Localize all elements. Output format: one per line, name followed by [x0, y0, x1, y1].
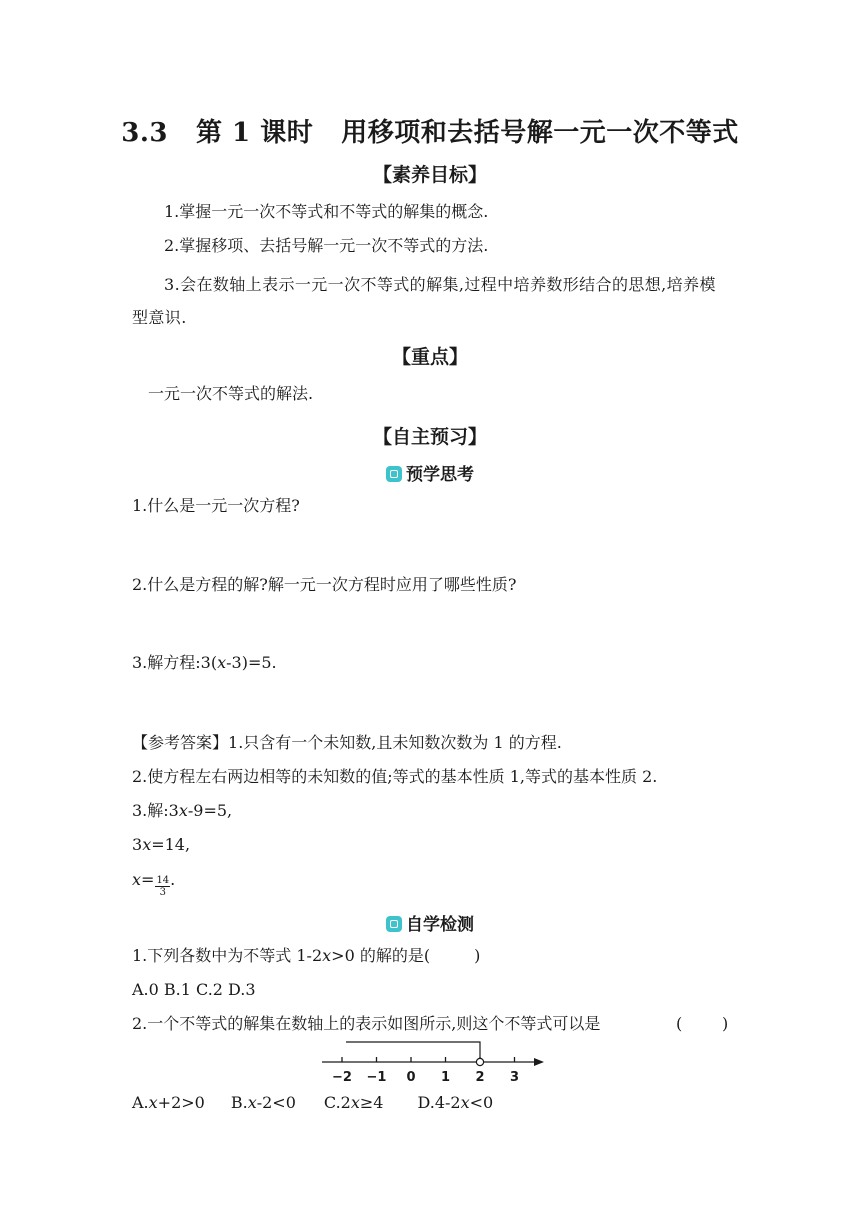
answer-4-prefix: 3: [132, 835, 143, 854]
answer-5-end: .: [170, 870, 176, 889]
think-question-2: 2.什么是方程的解?解一元一次方程时应用了哪些性质?: [132, 575, 517, 594]
check-heading-label: 自学检测: [406, 915, 474, 935]
answer-1-text: 1.只含有一个未知数,且未知数次数为 1 的方程.: [228, 733, 562, 752]
answer-line-2: 2.使方程左右两边相等的未知数的值;等式的基本性质 1,等式的基本性质 2.: [132, 767, 658, 786]
cq1-suffix: >0 的解的是(: [331, 946, 431, 965]
answer-line-1: [132, 731, 562, 755]
goal-item-2: 2.掌握移项、去括号解一元一次不等式的方法.: [164, 236, 489, 255]
fraction: [155, 875, 170, 898]
check-heading: [0, 910, 860, 935]
fraction-numerator: 14: [156, 875, 170, 886]
cq2-open-paren: (: [676, 1014, 683, 1033]
answer-4-var: x: [142, 835, 152, 854]
check-question-2-options: [132, 1091, 493, 1115]
goal-item-1: 1.掌握一元一次不等式和不等式的解集的概念.: [164, 202, 489, 221]
preview-heading: 【自主预习】: [372, 426, 487, 448]
solution-bracket: [346, 1042, 480, 1058]
think-question-1: 1.什么是一元一次方程?: [132, 496, 300, 515]
cq1-prefix: 1.下列各数中为不等式 1-2: [132, 946, 323, 965]
answer-4-suffix: =14,: [151, 835, 191, 854]
check-question-1: [132, 944, 480, 968]
title-lesson: 第 1 课时: [196, 118, 314, 148]
axis-arrowhead: [534, 1058, 544, 1066]
q3-var: x: [217, 653, 227, 672]
answer-line-3: [132, 799, 232, 823]
option-d: D.4-2x<0: [417, 1093, 494, 1112]
option-c: C.2x≥4: [323, 1093, 384, 1112]
keypoint-text: 一元一次不等式的解法.: [148, 384, 314, 403]
q3-prefix: 3.解方程:3(: [132, 653, 218, 672]
think-heading-label: 预学思考: [406, 465, 474, 485]
title-topic: 用移项和去括号解一元一次不等式: [341, 118, 739, 148]
answer-line-5: [132, 868, 175, 898]
answer-label: 【参考答案】: [132, 733, 229, 752]
number-line: [318, 1036, 550, 1088]
tick-label: −2: [332, 1070, 352, 1085]
tick-label: −1: [366, 1070, 387, 1085]
cq1-var: x: [322, 946, 332, 965]
answer-3-var: x: [178, 801, 188, 820]
think-question-3: [132, 651, 277, 675]
open-point: [476, 1058, 483, 1065]
q3-suffix: -3)=5.: [226, 653, 277, 672]
goals-heading: 【素养目标】: [372, 164, 487, 186]
goal-item-3: 3.会在数轴上表示一元一次不等式的解集,过程中培养数形结合的思想,培养模型意识.: [132, 275, 716, 327]
answer-5-eq: =: [141, 870, 155, 889]
book-icon: [386, 466, 402, 482]
check-question-1-options: A.0 B.1 C.2 D.3: [132, 980, 256, 999]
check-question-2: 2.一个不等式的解集在数轴上的表示如图所示,则这个不等式可以是: [132, 1014, 601, 1033]
answer-line-4: [132, 833, 190, 857]
tick-label: 1: [440, 1070, 451, 1085]
think-heading: [0, 460, 860, 485]
page-title: [0, 112, 860, 149]
answer-3-prefix: 3.解:3: [132, 801, 179, 820]
cq2-close-paren: ): [722, 1014, 729, 1033]
tick-label: 2: [475, 1070, 485, 1085]
title-number: 3.3: [121, 118, 168, 148]
option-a: A.x+2>0: [132, 1093, 205, 1112]
option-b: B.x-2<0: [230, 1093, 296, 1112]
checklist-icon: [386, 916, 402, 932]
answer-3-suffix: -9=5,: [187, 801, 233, 820]
tick-label: 0: [406, 1070, 416, 1085]
tick-label: 3: [509, 1070, 520, 1085]
keypoint-heading: 【重点】: [391, 346, 468, 368]
answer-5-var: x: [132, 870, 142, 889]
fraction-denominator: 3: [159, 887, 166, 898]
cq1-close: ): [474, 946, 481, 965]
